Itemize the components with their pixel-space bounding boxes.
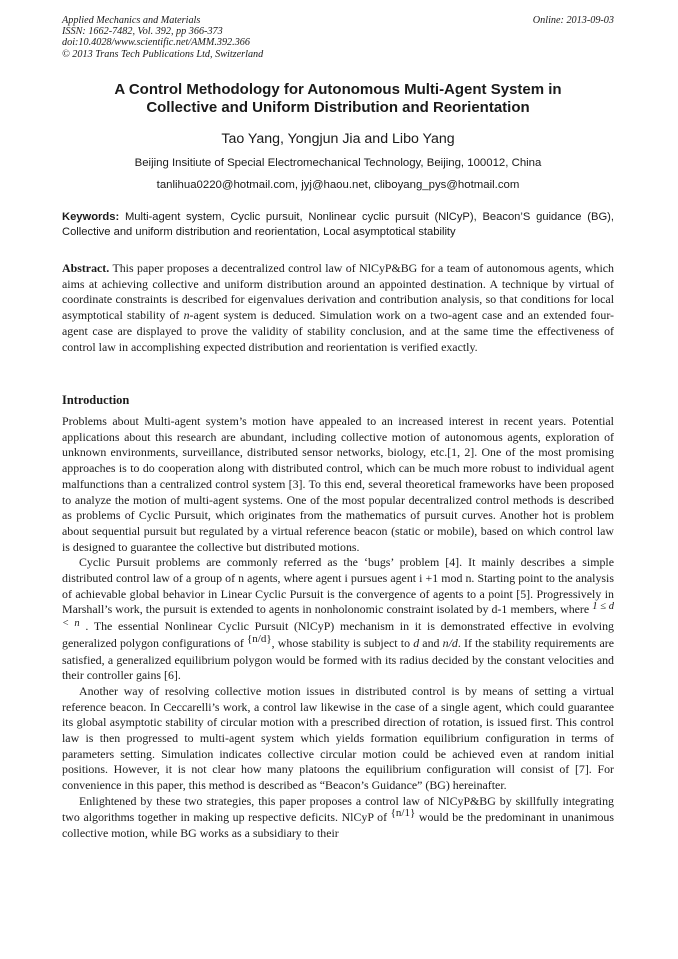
abstract-block	[62, 261, 614, 355]
abstract-n: n	[183, 308, 190, 323]
title-line-1: A Control Methodology for Autonomous Multi-Agent System in	[114, 81, 562, 98]
intro-p2-text-c: , whose stability is subject to	[271, 635, 414, 650]
journal-name: Applied Mechanics and Materials	[62, 15, 201, 26]
author-emails: tanlihua0220@hotmail.com, jyj@haou.net, cliboyang_pys@hotmail.com	[156, 179, 520, 191]
journal-doi: doi:10.4028/www.scientific.net/AMM.392.366	[62, 37, 250, 49]
symbol-d: d	[413, 635, 420, 650]
keywords-label: Keywords:	[62, 211, 120, 223]
polygon-nd-formula: {n/d}	[247, 632, 272, 645]
authors: Tao Yang, Yongjun Jia and Libo Yang	[221, 131, 455, 147]
journal-copyright: © 2013 Trans Tech Publications Ltd, Switzerland	[62, 48, 264, 60]
abstract-text-2: -agent system is deduced. Simulation work on a two-agent case and an extended four-agent case are displayed to prove the validity of stability conclusion, and at the same time the effectiveness of control law in accomplishing expected distribution and reorientation is verified exactly.	[62, 308, 614, 354]
section-heading-introduction: Introduction	[62, 393, 130, 407]
intro-paragraph-2	[62, 555, 614, 684]
intro-paragraph-4	[62, 794, 614, 842]
online-date: Online: 2013-09-03	[532, 15, 614, 26]
intro-paragraph-1: Problems about Multi-agent system’s motion have appealed to an increased interest in recent years. Potential applications about this research are abundant, including collective motion of autonomous agents, exploration of unknown environments, surveillance, distributed sensor networks, biology, etc.[1, 2]. One of the most promising approaches is to do cooperation along with distributed control, which can be much more robust to individual agent malfunctions than a centralized control system [3]. To this end, several theoretical frameworks have been proposed to analyze the motion of multi-agent systems. One of the most popular decentralized control methods is described as problems of Cyclic Pursuit, which originates from the mathematics of pursuit curves. Another hot is problem about sequential pursuit but regulated by a virtual reference beacon (static or mobile), based on which control law is designed to guarantee the collective but distributed motions.	[62, 414, 614, 554]
intro-p4-text-b: would be the predominant in unanimous collective motion, while BG works as a subsidiary to their	[62, 809, 614, 841]
intro-p2-and: and	[419, 635, 443, 650]
intro-p2-text-d: . If the stability requirements are satisfied, a generalized equilibrium polygon would be formed with its radius decided by the constant velocities and their controller gains [6].	[62, 635, 614, 683]
abstract-text-1: This paper proposes a decentralized control law of NlCyP&BG for a team of autonomous agents, which aims at achieving collective and uniform distribution around an appointed destination. A technique by virtual of coordinate constraints is described for eigenvalues derivation and contribution analysis, so that conditions for local asymptotical stability of	[62, 261, 614, 323]
journal-issn: ISSN: 1662-7482, Vol. 392, pp 366-373	[62, 26, 223, 38]
keywords-block	[62, 210, 614, 240]
symbol-n-over-d: n/d	[442, 635, 458, 650]
journal-header	[62, 15, 614, 60]
abstract-label: Abstract.	[62, 261, 110, 275]
title-line-2: Collective and Uniform Distribution and Reorientation	[146, 99, 530, 116]
polygon-n1-formula: {n/1}	[390, 806, 416, 819]
intro-p2-text-b: . The essential Nonlinear Cyclic Pursuit (NlCyP) mechanism in it is demonstrated effective in evolving generalized polygon configurations of	[62, 619, 614, 650]
intro-p4-text-a: Enlightened by these two strategies, this paper proposes a control law of NlCyP&BG by skillfully integrating two algorithms together in making up respective deficits. NlCyP of	[62, 793, 614, 824]
intro-paragraph-3: Another way of resolving collective motion issues in distributed control is by means of setting a virtual reference beacon. In Ceccarelli’s work, a control law likewise in the case of a single agent, which could guarantee its global asymptotic stability of circular motion with a prescribed direction of rotation, is issued first. This control law is then progressed to multi-agent system which yields formation equilibrium configuration in terms of parameters setting. Simulation indicates collective circular motion could be achieved even at random initial positions. However, it is not clear how many platoons the equilibrium configuration will consist of [7]. For convenience in this paper, this method is described as “Beacon’s Guidance” (BG) hereinafter.	[62, 683, 614, 793]
paper-title	[62, 81, 614, 117]
introduction-body	[62, 414, 614, 842]
keywords-text: Multi-agent system, Cyclic pursuit, Nonlinear cyclic pursuit (NlCyP), Beacon’S guidance (BG), Collective and uniform distribution and reorientation, Local asymptotical stability	[62, 211, 614, 238]
intro-p2-text-a: Cyclic Pursuit problems are commonly referred as the ‘bugs’ problem [4]. It mainly describes a simple distributed control law of a group of n agents, where agent i pursues agent i +1 mod n. Starting point to the analysis of achievable global behavior in Linear Cyclic Pursuit is the convergence of agents to a point [5]. Progressively in Marshall’s work, the pursuit is extended to agents in nonholonomic constraint isolated by d-1 members, where	[62, 555, 614, 617]
inequality-formula: 1 ≤ d < n	[62, 601, 614, 630]
affiliation: Beijing Insitiute of Special Electromechanical Technology, Beijing, 100012, China	[134, 157, 542, 169]
